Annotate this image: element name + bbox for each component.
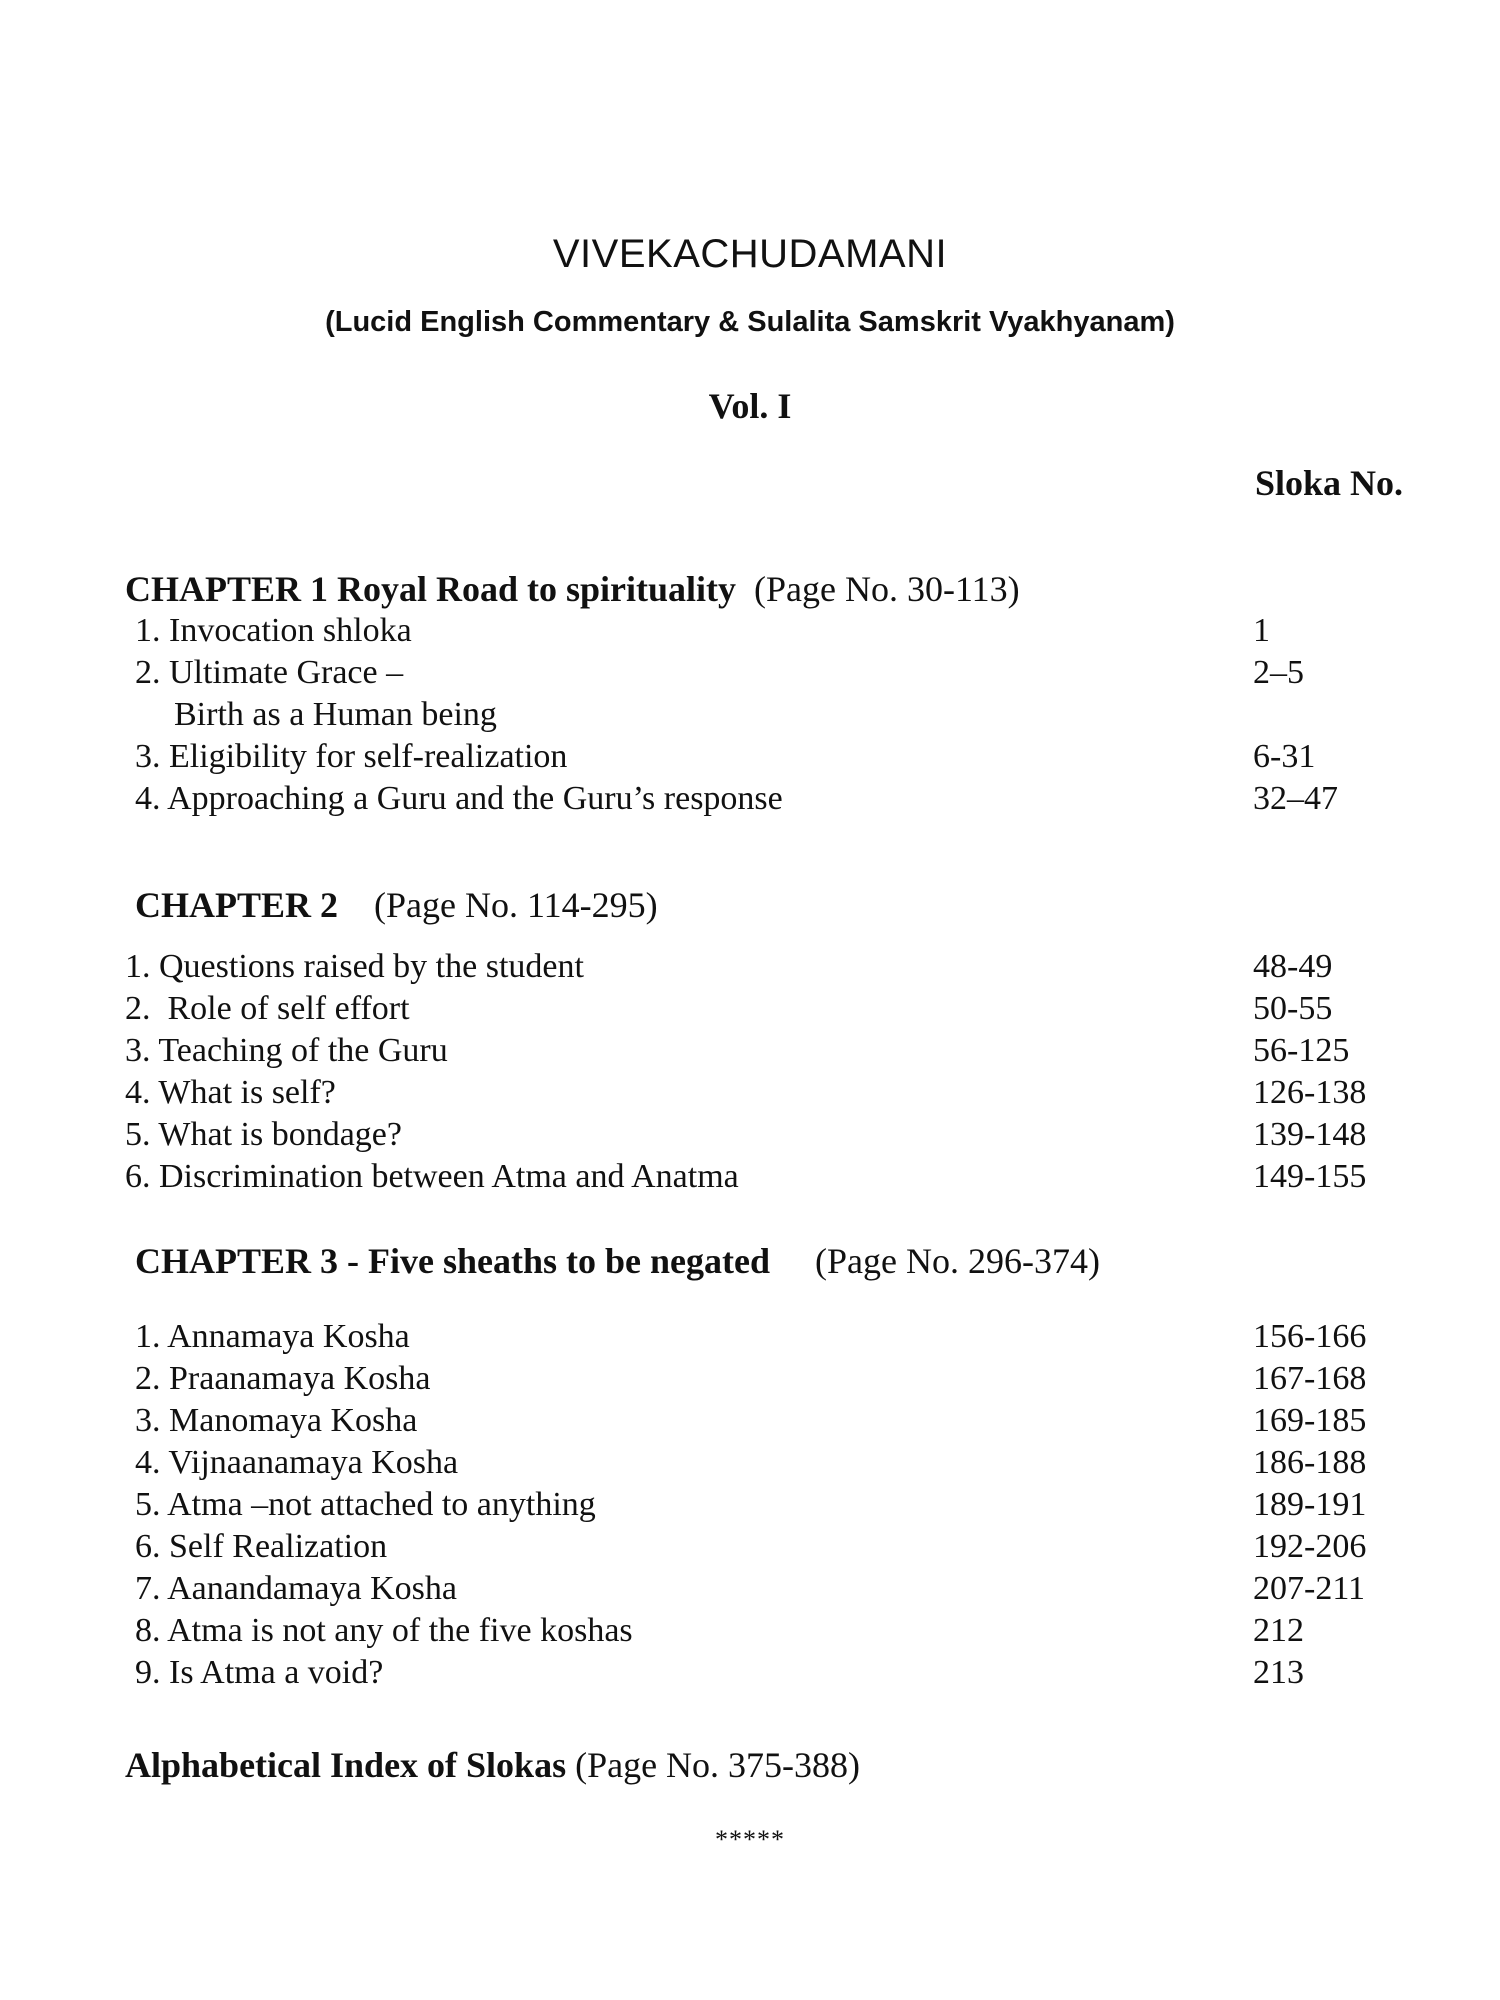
sloka-number: 6-31 xyxy=(1253,738,1316,775)
sloka-number: 149-155 xyxy=(1253,1158,1367,1195)
sloka-number: 2–5 xyxy=(1253,654,1304,691)
book-title: VIVEKACHUDAMANI xyxy=(552,232,948,276)
chapter-pages: (Page No. 296-374) xyxy=(814,1241,1100,1281)
toc-item: 2. Praanamaya Kosha xyxy=(135,1360,431,1397)
index-heading xyxy=(125,1744,860,1786)
index-title: Alphabetical Index of Slokas xyxy=(125,1745,567,1785)
toc-item: 1. Invocation shloka xyxy=(135,612,412,649)
toc-item: Birth as a Human being xyxy=(174,696,497,733)
sloka-number: 167-168 xyxy=(1253,1360,1367,1397)
sloka-number: 213 xyxy=(1253,1654,1304,1691)
sloka-number: 48-49 xyxy=(1253,948,1333,985)
toc-item: 1. Questions raised by the student xyxy=(125,948,584,985)
index-pages: (Page No. 375-388) xyxy=(575,1745,861,1785)
sloka-number: 212 xyxy=(1253,1612,1304,1649)
toc-item: 4. Vijnaanamaya Kosha xyxy=(135,1444,459,1481)
toc-item: 3. Teaching of the Guru xyxy=(125,1032,448,1069)
sloka-number: 56-125 xyxy=(1253,1032,1350,1069)
chapter-1-heading xyxy=(125,568,1020,610)
sloka-number: 207-211 xyxy=(1253,1570,1366,1607)
toc-item: 2. Role of self effort xyxy=(125,990,410,1027)
toc-item: 1. Annamaya Kosha xyxy=(135,1318,410,1355)
chapter-title: CHAPTER 3 - Five sheaths to be negated xyxy=(135,1241,770,1281)
toc-item: 3. Manomaya Kosha xyxy=(135,1402,418,1439)
toc-item: 2. Ultimate Grace – xyxy=(135,654,404,691)
sloka-number: 186-188 xyxy=(1253,1444,1367,1481)
chapter-pages: (Page No. 30-113) xyxy=(754,569,1020,609)
sloka-number: 139-148 xyxy=(1253,1116,1367,1153)
toc-item: 4. Approaching a Guru and the Guru’s response xyxy=(135,780,783,817)
toc-item: 7. Aanandamaya Kosha xyxy=(135,1570,457,1607)
toc-item: 5. What is bondage? xyxy=(125,1116,402,1153)
sloka-number: 156-166 xyxy=(1253,1318,1367,1355)
end-mark: ***** xyxy=(715,1825,785,1854)
toc-item: 3. Eligibility for self-realization xyxy=(135,738,568,775)
sloka-number: 192-206 xyxy=(1253,1528,1367,1565)
sloka-number: 50-55 xyxy=(1253,990,1333,1027)
chapter-pages: (Page No. 114-295) xyxy=(374,885,658,925)
chapter-title: CHAPTER 2 xyxy=(135,885,339,925)
volume-label: Vol. I xyxy=(708,386,792,426)
book-subtitle: (Lucid English Commentary & Sulalita Samskrit Vyakhyanam) xyxy=(325,306,1175,338)
sloka-number-header: Sloka No. xyxy=(1255,463,1404,503)
sloka-number: 169-185 xyxy=(1253,1402,1367,1439)
chapter-3-heading xyxy=(135,1240,1100,1282)
toc-item: 9. Is Atma a void? xyxy=(135,1654,384,1691)
toc-item: 6. Self Realization xyxy=(135,1528,388,1565)
toc-item: 5. Atma –not attached to anything xyxy=(135,1486,596,1523)
toc-item: 6. Discrimination between Atma and Anatma xyxy=(125,1158,739,1195)
chapter-2-heading xyxy=(135,884,658,926)
toc-item: 4. What is self? xyxy=(125,1074,336,1111)
sloka-number: 32–47 xyxy=(1253,780,1338,817)
toc-item: 8. Atma is not any of the five koshas xyxy=(135,1612,633,1649)
sloka-number: 189-191 xyxy=(1253,1486,1367,1523)
sloka-number: 126-138 xyxy=(1253,1074,1367,1111)
chapter-title: CHAPTER 1 Royal Road to spirituality xyxy=(125,569,737,609)
sloka-number: 1 xyxy=(1253,612,1270,649)
